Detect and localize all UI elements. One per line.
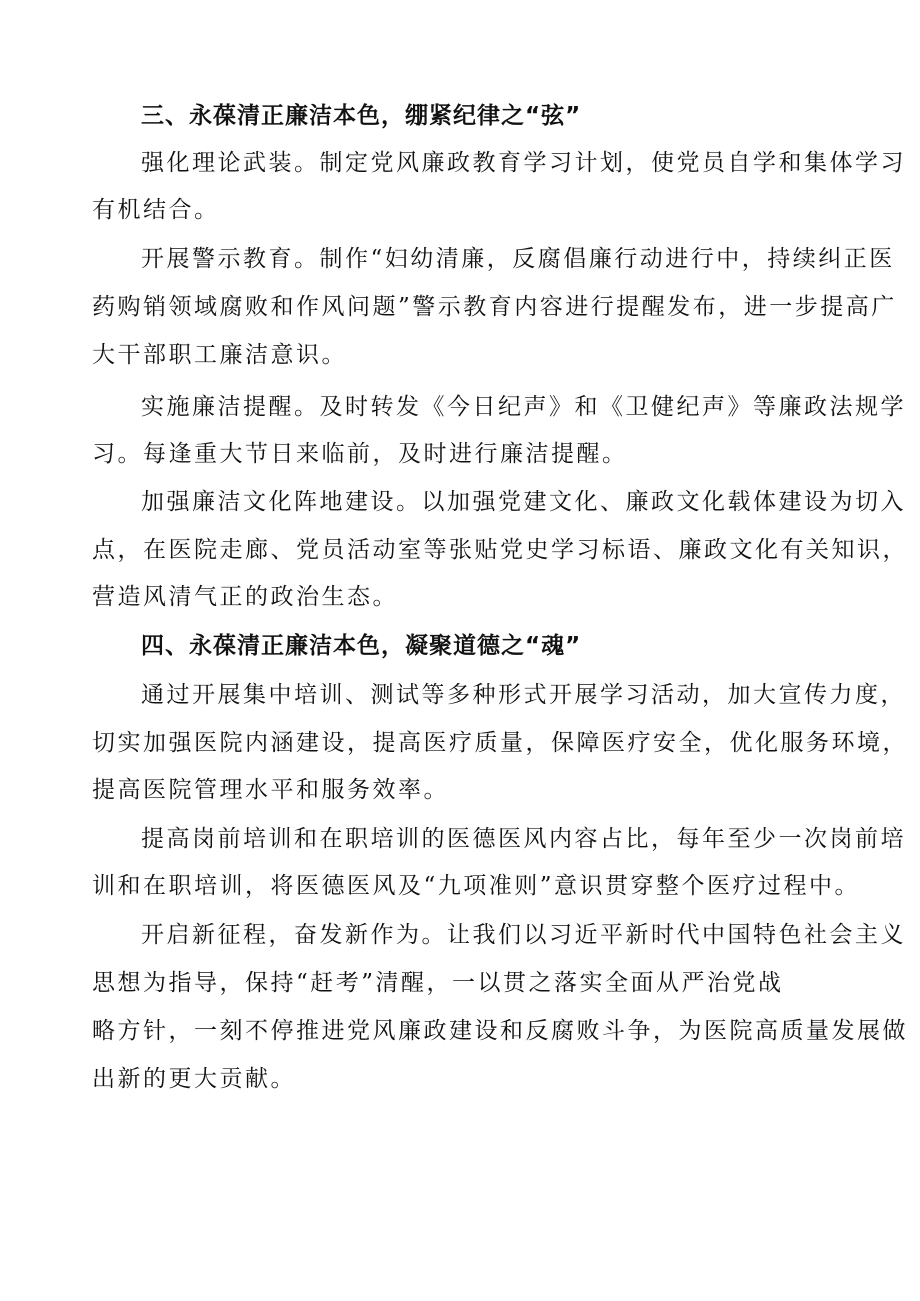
- paragraph-line: 提高医院管理水平和服务效率。: [92, 777, 449, 803]
- paragraph-line: 通过开展集中培训、测试等多种形式开展学习活动，加大宣传力度，: [141, 682, 906, 708]
- paragraph-line: 开展警示教育。制作“妇幼清廉，反腐倡廉行动进行中，持续纠正医: [141, 246, 895, 272]
- paragraph-line: 大干部职工廉洁意识。: [92, 342, 347, 368]
- paragraph-line: 出新的更大贡献。: [92, 1066, 296, 1092]
- paragraph-line: 习。每逢重大节日来临前，及时进行廉洁提醒。: [92, 441, 628, 467]
- paragraph-line: 加强廉洁文化阵地建设。以加强党建文化、廉政文化载体建设为切入: [141, 489, 906, 515]
- paragraph-line: 开启新征程，奋发新作为。让我们以习近平新时代中国特色社会主义: [141, 922, 906, 948]
- paragraph-line: 实施廉洁提醒。及时转发《今日纪声》和《卫健纪声》等廉政法规学: [141, 394, 906, 420]
- paragraph-line: 药购销领域腐败和作风问题”警示教育内容进行提醒发布，进一步提高广: [92, 294, 897, 320]
- paragraph-line: 略方针，一刻不停推进党风廉政建设和反腐败斗争，为医院高质量发展做: [92, 1018, 908, 1044]
- section-4-heading: 四、永葆清正廉洁本色，凝聚道德之“魂”: [141, 633, 582, 659]
- paragraph-line: 思想为指导，保持“赶考”清醒，一以贯之落实全面从严治党战: [92, 970, 784, 996]
- section-3-heading: 三、永葆清正廉洁本色，绷紧纪律之“弦”: [141, 103, 582, 129]
- paragraph-line: 强化理论武装。制定党风廉政教育学习计划，使党员自学和集体学习: [141, 150, 906, 176]
- paragraph-line: 有机结合。: [92, 197, 220, 223]
- paragraph-line: 切实加强医院内涵建设，提高医疗质量，保障医疗安全，优化服务环境，: [92, 730, 908, 756]
- paragraph-line: 训和在职培训，将医德医风及“九项准则”意识贯穿整个医疗过程中。: [92, 873, 861, 899]
- paragraph-line: 提高岗前培训和在职培训的医德医风内容占比，每年至少一次岗前培: [141, 826, 906, 852]
- paragraph-line: 营造风清气正的政治生态。: [92, 584, 398, 610]
- paragraph-line: 点，在医院走廊、党员活动室等张贴党史学习标语、廉政文化有关知识，: [92, 537, 908, 563]
